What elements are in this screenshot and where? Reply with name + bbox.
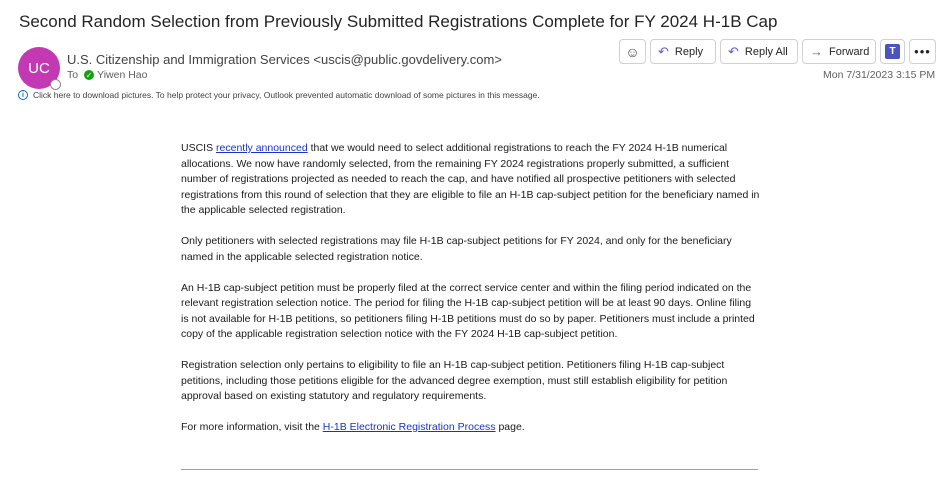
body-divider [181, 469, 758, 470]
recipient-name: Yiwen Hao [97, 69, 148, 81]
email-body [181, 141, 761, 451]
forward-label: Forward [829, 45, 870, 58]
to-label: To [67, 69, 79, 81]
reply-all-label: Reply All [744, 45, 788, 58]
sent-date: Mon 7/31/2023 3:15 PM [823, 69, 936, 81]
forward-button[interactable] [802, 39, 876, 64]
reply-all-button[interactable] [720, 39, 798, 64]
recipient-chip[interactable] [84, 69, 147, 81]
picture-download-infobar[interactable] [18, 90, 540, 100]
h1b-registration-link[interactable]: H-1B Electronic Registration Process [322, 421, 496, 433]
emoji-icon: ☺ [625, 43, 640, 60]
more-actions-button[interactable]: ••• [909, 39, 936, 64]
teams-icon: T [885, 44, 900, 59]
share-to-teams-button[interactable] [880, 39, 905, 64]
sender-address[interactable]: U.S. Citizenship and Immigration Services <uscis@public.govdelivery.com> [67, 52, 502, 67]
reply-icon: ↶ [658, 43, 669, 59]
paragraph-text: For more information, visit the [181, 421, 323, 433]
body-paragraph-4: Registration selection only pertains to eligibility to file an H-1B cap-subject petition. Petitioners filing H-1B cap-subject petitions, including those petitions eligible for the advanced degree exemption, must still establish eligibility for petition approval based on existing statutory and regulatory requirements. [181, 359, 728, 402]
email-subject: Second Random Selection from Previously Submitted Registrations Complete for FY 2024 H-1B Cap [19, 12, 778, 31]
avatar-initials: UC [28, 59, 50, 77]
body-paragraph-1 [181, 141, 761, 219]
body-paragraph-5 [181, 420, 761, 436]
paragraph-text: page. [495, 421, 525, 433]
available-status-icon: ✓ [85, 70, 93, 80]
paragraph-text: that we would need to select additional registrations to reach the FY 2024 H-1B numerical allocations. We now have randomly selected, from the remaining FY 2024 registrations properly submitted, a sufficient number of registrations projected as needed to reach the cap, and have notified all prospective petitioners with selected registrations from this round of selection that they are eligible to file an H-1B cap-subject petition for the beneficiary named in the applicable selected registration. [181, 142, 760, 216]
info-notice-text: Click here to download pictures. To help protect your privacy, Outlook prevented automatic download of some pictures in this message. [33, 90, 540, 100]
reply-label: Reply [674, 45, 704, 58]
react-button[interactable] [619, 39, 646, 64]
info-icon: i [18, 90, 28, 100]
body-paragraph-3: An H-1B cap-subject petition must be properly filed at the correct service center and within the filing period indicated on the relevant registration selection notice. The period for filing the H-1B cap-subject petition will be at least 90 days. Online filing is not available for H-1B petitions, so petitioners filing H-1B petitions must do so by paper. Petitioners must include a printed copy of the applicable registration selection notice with the FY 2024 H-1B cap-subject petition. [181, 281, 755, 340]
forward-icon: → [810, 44, 823, 59]
paragraph-text: USCIS [181, 142, 217, 154]
recipient-line [67, 69, 147, 81]
reply-all-icon: ↶ [728, 43, 739, 59]
presence-status-icon [50, 79, 61, 90]
body-paragraph-2: Only petitioners with selected registrations may file H-1B cap-subject petitions for FY 2024, and only for the beneficiary named in the applicable selected registration notice. [181, 235, 732, 263]
reply-button[interactable] [650, 39, 716, 64]
recently-announced-link[interactable]: recently announced [216, 142, 308, 154]
message-toolbar [619, 39, 936, 64]
